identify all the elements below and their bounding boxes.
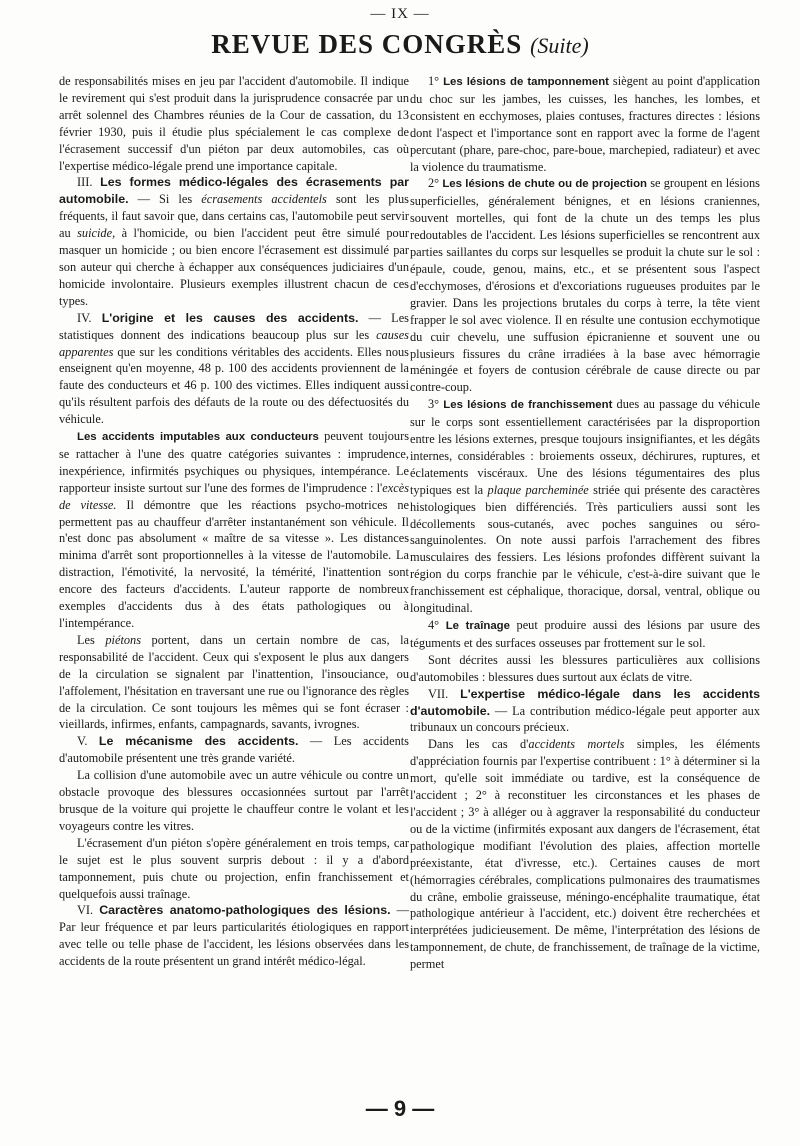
text-run: que sur les conditions véritables des accidents. Elles nous enseignent qu'en moyenne, 48 p. 100 des accidents proviennent de la faute des conducteurs et 46 p. 100 des victimes. Elles indiquent aussi qu'ils résultent parfois des défauts de la route ou des défectuosités du véhicule. <box>59 344 409 427</box>
lesion-franchissement <box>410 396 760 617</box>
lesion-chute <box>410 175 760 396</box>
text-run: — Par leur fréquence et par leurs particularités étiologiques en rapport avec telle ou telle phase de l'accident, les lésions observées dans les accidents de la route présentent un grand intérêt médico-légal. <box>59 903 409 969</box>
text-run: — Les statistiques donnent des indications beaucoup plus sur les <box>59 310 409 342</box>
emphasis: causes apparentes <box>59 327 409 359</box>
section-number: IV. <box>77 310 92 325</box>
paragraph <box>59 632 409 733</box>
text-run: Il démontre que les réactions psycho-motrices ne permettent pas au chauffeur d'arrêter instantanément son véhicule. Il n'est donc pas absolument « maître de sa vitesse ». Les distances minima d'arrêt sont proportionnelles à la vitesse de l'automobile. La distraction, l'émotivité, la nervosité, la témérité, l'inattention sont encore des facteurs d'accidents. L'auteur rapporte de nombreux exemples d'accidents dus à des états pathologiques ou à l'intempérance. <box>59 497 409 630</box>
section-vii <box>410 686 760 737</box>
item-number: 3° <box>428 397 440 412</box>
paragraph: La collision d'une automobile avec un autre véhicule ou contre un obstacle provoque des blessures occasionnées surtout par l'arrêt brusque de la voiture qui projette le chauffeur contre le volant et les voyageurs contre les vitres. <box>59 768 409 833</box>
section-vi <box>59 902 409 970</box>
text-run: — La contribution médico-légale peut apporter aux tribunaux un concours précieux. <box>410 703 760 735</box>
paragraph <box>59 428 409 632</box>
paragraph: L'écrasement d'un piéton s'opère généralement en trois temps, car le sujet est le plus souvent surpris debout : il y a d'abord tamponnement, puis chute ou projection, enfin franchissement et quelquefois aussi traînage. <box>59 835 409 901</box>
lesion-trainage <box>410 617 760 652</box>
left-column <box>59 73 409 970</box>
paragraph <box>410 736 760 973</box>
text-run: peut produire aussi des lésions par usure des téguments et des surfaces osseuses par frottement sur le sol. <box>410 618 760 650</box>
roman-folio: — IX — <box>370 6 430 22</box>
section-number: VI. <box>77 903 94 918</box>
section-heading: L'origine et les causes des accidents. <box>101 310 359 325</box>
subheading: Les lésions de franchissement <box>443 399 613 412</box>
running-title <box>0 28 800 62</box>
paragraph: de responsabilités mises en jeu par l'accident d'automobile. Il indique le revirement qui s'est produit dans la jurisprudence consacrée par un arrêt solennel des Chambres réunies de la Cour de cassation, du 13 février 1930, puis il étudie plus spécialement le cas complexe de l'écrasement successif d'un piéton par deux automobiles, cas où l'expertise médico-légale prend une importance capitale. <box>59 74 409 173</box>
text-run: simples, les éléments d'appréciation fournis par l'expertise contribuent : 1° à déterminer si la mort, qu'elle soit immédiate ou tardive, est la conséquence de l'accident ; 2° à reconstituer les circonstances et les phases de l'accident ; 3° à alléger ou à aggraver la responsabilité du conducteur ou de la victime (infirmités exposant aux dangers de l'écrasement, état pathologique modifiant l'évolution des plaies, affection mortelle préexistante, état d'ivresse, etc.). Certaines causes de mort (hémorragies cérébrales, complications pulmonaires des traumatismes du crâne, embolie graisseuse, méningo-encéphalite traumatique, état pathologique antérieur à l'accident, etc.) doivent être recherchées et interprétées judicieusement. De même, l'interprétation des lésions de tamponnement, de chute, de franchissement, de traînage de la victime, permet <box>410 737 761 972</box>
section-number: V. <box>77 734 88 749</box>
emphasis: excès de vitesse. <box>59 480 409 512</box>
text-run: portent, dans un certain nombre de cas, la responsabilité de l'accident. Ceux qui s'exposent le plus aux dangers de la circulation se signalent par l'inattention, l'insouciance, ou l'affolement, l'hésitation en traversant une rue ou l'ignorance des règles de la circulation. Ce sont toujours les mêmes qui se font écraser : vieillards, infirmes, enfants, campagnards, savants, ivrognes. <box>59 632 409 732</box>
item-number: 2° <box>428 176 440 191</box>
text-run: Les <box>77 632 106 647</box>
section-v <box>59 733 409 767</box>
item-number: 4° <box>428 618 440 632</box>
emphasis: suicide, <box>77 226 116 241</box>
text-run: peuvent toujours se rattacher à l'une des quatre catégories suivantes : imprudence, inexpérience, infirmités psychiques ou physiques, intempérance. Le rapporteur insiste surtout sur l'une des formes de l'imprudence : l' <box>59 429 409 495</box>
emphasis: piétons <box>105 632 142 647</box>
emphasis: écrasements accidentels <box>201 192 327 207</box>
text-run: — Si les <box>128 192 202 207</box>
right-column <box>410 73 760 973</box>
page-number: — 9 — <box>365 1096 435 1121</box>
section-iv <box>59 310 409 428</box>
text-run: siègent au point d'application du choc sur les jambes, les cuisses, les hanches, les lombes, et consistent en ecchymoses, plaies contuses, fractures directes : lésions dont l'aspect et l'importance sont en rapport avec la forme de l'agent percutant (phare, pare-choc, pare-boue, marchepied, radiateur) et avec la violence du traumatisme. <box>410 74 760 174</box>
section-number: III. <box>77 175 93 190</box>
subheading: Les accidents imputables aux conducteurs <box>77 431 319 444</box>
subheading: Les lésions de tamponnement <box>443 76 609 88</box>
paragraph: Sont décrites aussi les blessures particulières aux collisions d'automobiles : blessures dues surtout aux éclats de vitre. <box>410 652 760 684</box>
text-run: à l'homicide, ou bien l'accident peut être simulé pour masquer un homicide ; ou bien encore l'écrasement est dissimulé par son auteur qui cherche à échapper aux conséquences judiciaires d'un homicide involontaire. Plusieurs exemples illustrent chacun de ces types. <box>59 226 409 308</box>
emphasis: plaque parcheminée <box>487 482 589 497</box>
section-heading: Les formes médico-légales des écrasements par automobile. <box>59 175 409 207</box>
section-heading: Caractères anatomo-pathologiques des lésions. <box>99 903 391 918</box>
subheading: Les lésions de chute ou de projection <box>442 178 647 191</box>
text-run: Dans les cas d' <box>428 737 529 752</box>
text-run: striée qui présente des caractères histologiques bien différenciés. Très particuliers aussi sont les décollements sous-cutanés, avec poches sanguines ou séro-sanguinolentes. On note aussi parfois l'arrachement des fibres musculaires des fessiers. Les lésions profondes diffèrent suivant la région du corps franchie par le véhicule, c'est-à-dire suivant que le franchissement est céphalique, thoracique, dorsal, ventral, oblique ou longitudinal. <box>410 482 760 616</box>
lesion-tamponnement <box>410 73 760 175</box>
title-suite: (Suite) <box>530 33 589 58</box>
item-number: 1° <box>428 74 440 88</box>
text-run: — Les accidents d'automobile présentent une très grande variété. <box>59 734 409 766</box>
section-iii <box>59 174 409 309</box>
subheading: Le traînage <box>445 620 510 632</box>
section-number: VII. <box>428 686 449 701</box>
emphasis: accidents mortels <box>528 737 625 752</box>
text-run: se groupent en lésions superficielles, généralement bénignes, et en lésions craniennes, souvent mortelles, qui font de la chute un des temps les plus redoutables de l'accident. Les lésions superficielles se rencontrent aux parties saillantes du corps sur lesquelles se produit la chute sur le sol : épaule, coude, genou, mains, etc., et se présentent sous l'aspect d'ecchymoses, d'érosions et d'excoriations rugueuses produites par le gravier. Dans les projections brutales du corps à terre, la tête vient frapper le sol avec violence. Il en résulte une contusion ecchymotique du cuir chevelu, une suffusion épicranienne et souvent une ou plusieurs fissures du crâne irradiées à la base avec hémorragie méningée et foyers de contusion cérébrale de cause directe ou par contre-coup. <box>410 176 760 395</box>
title-text: REVUE DES CONGRÈS <box>211 29 523 59</box>
text-run: sont les plus fréquents, il faut savoir que, dans certains cas, l'automobile peut servir au <box>59 192 409 241</box>
section-heading: Le mécanisme des accidents. <box>98 734 299 749</box>
section-heading: L'expertise médico-légale dans les accidents d'automobile. <box>410 686 761 718</box>
text-run: dues au passage du véhicule sur le corps sont essentiellement caractérisées par la disproportion entre les lésions externes, presque toujours insignifiantes, et les dégâts internes, considérables : broiements osseux, déchirures, ruptures, et éclatements viscéraux. Une des lésions tégumentaires des plus typiques est la <box>410 397 760 497</box>
